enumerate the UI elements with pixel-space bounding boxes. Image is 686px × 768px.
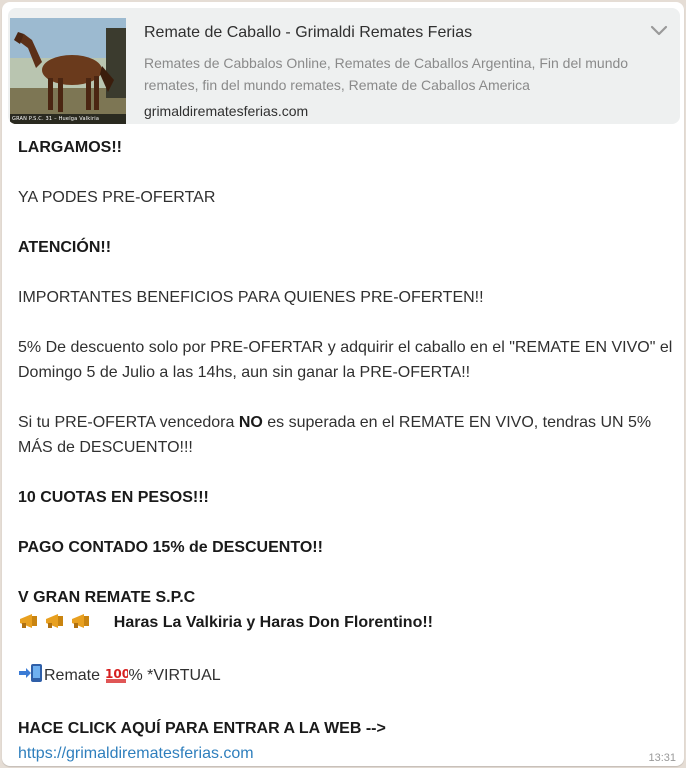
megaphone-icon: [18, 612, 44, 638]
horse-thumbnail[interactable]: [10, 18, 126, 124]
message-bubble: [2, 2, 684, 766]
haras-line: [18, 610, 678, 638]
remate-text: Remate: [44, 667, 105, 684]
pre-oferta-text-2: es superada en el REMATE EN VIVO, tendras UN 5% MÁS de DESCUENTO!!!: [18, 414, 652, 456]
pre-oferta-text-1: Si tu PRE-OFERTA vencedora: [18, 414, 239, 431]
megaphone-icon: [44, 612, 70, 638]
headline-largamos: LARGAMOS!!: [18, 139, 122, 156]
horse-image: [10, 18, 126, 124]
chevron-down-icon[interactable]: [648, 20, 670, 42]
beneficios-line: IMPORTANTES BENEFICIOS PARA QUIENES PRE-OFERTEN!!: [18, 289, 484, 306]
website-link[interactable]: https://grimaldirematesferias.com: [18, 745, 254, 762]
pre-ofertar-line: YA PODES PRE-OFERTAR: [18, 189, 216, 206]
pre-oferta-bold: NO: [238, 414, 263, 431]
virtual-text: % *VIRTUAL: [128, 667, 221, 684]
cuotas-line: 10 CUOTAS EN PESOS!!!: [18, 489, 209, 506]
haras-text: Haras La Valkiria y Haras Don Florentino!!: [113, 614, 433, 631]
descuento-paragraph: 5% De descuento solo por PRE-OFERTAR y adquirir el caballo en el "REMATE EN VIVO" el Domingo 5 de Julio a las 14hs, aun sin ganar la PRE-OFERTA!!: [18, 339, 673, 381]
preview-domain: grimaldirematesferias.com: [144, 103, 309, 119]
thumbnail-caption: GRAN P.S.C. 31 – Huelga Valkiria: [12, 116, 100, 122]
mobile-arrow-icon: [18, 663, 44, 691]
message-timestamp: 13:31: [648, 752, 676, 764]
click-aqui-line: HACE CLICK AQUÍ PARA ENTRAR A LA WEB -->: [18, 720, 386, 737]
pago-contado-line: PAGO CONTADO 15% de DESCUENTO!!: [18, 539, 323, 556]
megaphone-icon: [70, 612, 96, 638]
link-preview[interactable]: [8, 8, 680, 124]
preview-description: Remates de Cabbalos Online, Remates de Caballos Argentina, Fin del mundo remates, fin del mundo remates, Remate de Caballos America: [144, 55, 629, 93]
atencion-heading: ATENCIÓN!!: [18, 239, 112, 256]
svg-text:100: 100: [105, 667, 129, 681]
hundred-points-icon: [104, 665, 128, 691]
preview-title: Remate de Caballo - Grimaldi Remates Ferias: [144, 24, 473, 41]
gran-remate-line: V GRAN REMATE S.P.C: [18, 589, 196, 606]
message-text: [18, 135, 678, 766]
remate-virtual-line: [18, 663, 678, 691]
pre-oferta-paragraph: [18, 410, 678, 460]
